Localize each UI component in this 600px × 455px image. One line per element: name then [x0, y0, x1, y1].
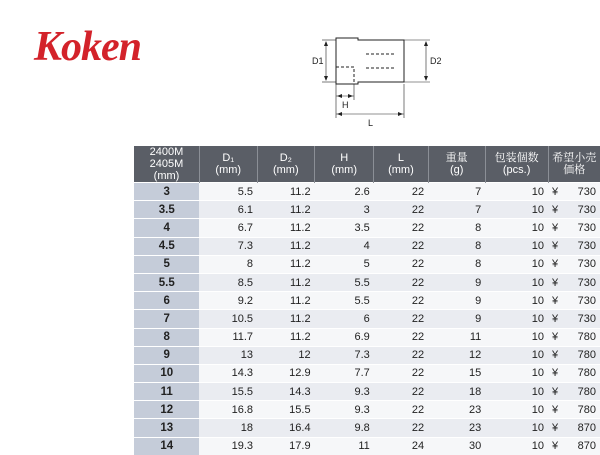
price-cell	[548, 346, 600, 364]
table-cell: 8.5	[199, 273, 257, 291]
column-header-line: H	[340, 152, 349, 164]
table-row	[134, 310, 600, 328]
yen-symbol: ¥	[552, 312, 559, 325]
price-value: 730	[577, 312, 596, 325]
price-cell	[548, 310, 600, 328]
table-cell: 10.5	[199, 310, 257, 328]
table-cell: 7.3	[199, 237, 257, 255]
table-cell: 22	[374, 328, 428, 346]
size-cell: 10	[134, 364, 199, 382]
table-cell: 11.2	[257, 219, 315, 237]
table-cell: 11	[315, 437, 374, 455]
column-header-line: 希望小売	[552, 152, 597, 164]
table-cell: 3.5	[315, 219, 374, 237]
column-header-line: L	[397, 152, 404, 164]
table-cell: 22	[374, 255, 428, 273]
size-cell: 6	[134, 292, 199, 310]
table-cell: 6	[315, 310, 374, 328]
table-cell: 16.4	[257, 419, 315, 437]
table-cell: 10	[485, 310, 548, 328]
table-cell: 12.9	[257, 364, 315, 382]
table-cell: 14.3	[257, 383, 315, 401]
table-cell: 9.8	[315, 419, 374, 437]
column-header-line: (mm)	[215, 164, 242, 176]
table-cell: 22	[374, 401, 428, 419]
table-cell: 11.2	[257, 328, 315, 346]
yen-symbol: ¥	[552, 240, 559, 253]
column-header-line: 価格	[563, 164, 586, 176]
price-value: 780	[577, 367, 596, 380]
table-cell: 10	[485, 401, 548, 419]
table-cell: 11.7	[199, 328, 257, 346]
size-cell: 13	[134, 419, 199, 437]
size-cell: 5.5	[134, 273, 199, 291]
table-cell: 8	[428, 255, 485, 273]
column-header-line: (mm)	[272, 164, 299, 176]
table-cell: 7.3	[315, 346, 374, 364]
column-header	[315, 146, 374, 183]
table-cell: 23	[428, 419, 485, 437]
price-cell	[548, 237, 600, 255]
table-cell: 22	[374, 219, 428, 237]
table-row	[134, 346, 600, 364]
table-row	[134, 437, 600, 455]
column-header	[428, 146, 485, 183]
table-cell: 10	[485, 383, 548, 401]
table-cell: 5	[315, 255, 374, 273]
table-cell: 24	[374, 437, 428, 455]
yen-symbol: ¥	[552, 276, 559, 289]
table-cell: 12	[428, 346, 485, 364]
price-value: 780	[577, 349, 596, 362]
table-cell: 7	[428, 183, 485, 201]
column-header	[199, 146, 257, 183]
yen-symbol: ¥	[552, 403, 559, 416]
table-cell: 10	[485, 237, 548, 255]
price-cell	[548, 273, 600, 291]
table-cell: 10	[485, 328, 548, 346]
table-cell: 6.7	[199, 219, 257, 237]
table-cell: 22	[374, 292, 428, 310]
table-cell: 10	[485, 346, 548, 364]
table-cell: 10	[485, 292, 548, 310]
yen-symbol: ¥	[552, 185, 559, 198]
column-header-line: D₁	[222, 152, 235, 164]
table-cell: 11.2	[257, 310, 315, 328]
price-cell	[548, 183, 600, 201]
table-cell: 23	[428, 401, 485, 419]
table-cell: 4	[315, 237, 374, 255]
table-cell: 18	[199, 419, 257, 437]
table-cell: 9.2	[199, 292, 257, 310]
size-cell: 3.5	[134, 201, 199, 219]
table-row	[134, 273, 600, 291]
table-cell: 14.3	[199, 364, 257, 382]
price-cell	[548, 419, 600, 437]
table-row	[134, 419, 600, 437]
price-cell	[548, 219, 600, 237]
price-value: 730	[577, 203, 596, 216]
table-cell: 22	[374, 273, 428, 291]
yen-symbol: ¥	[552, 349, 559, 362]
table-cell: 10	[485, 273, 548, 291]
column-header-line: 包装個数	[494, 152, 539, 164]
size-cell: 7	[134, 310, 199, 328]
table-cell: 9	[428, 292, 485, 310]
table-cell: 22	[374, 183, 428, 201]
column-header-line: (mm)	[153, 170, 180, 182]
table-cell: 15.5	[199, 383, 257, 401]
price-cell	[548, 255, 600, 273]
table-cell: 15.5	[257, 401, 315, 419]
table-cell: 3	[315, 201, 374, 219]
h-label: H	[342, 100, 349, 110]
table-cell: 30	[428, 437, 485, 455]
table-row	[134, 201, 600, 219]
table-row	[134, 401, 600, 419]
table-cell: 10	[485, 364, 548, 382]
column-header	[257, 146, 315, 183]
price-value: 730	[577, 258, 596, 271]
price-cell	[548, 437, 600, 455]
table-cell: 5.5	[315, 273, 374, 291]
yen-symbol: ¥	[552, 294, 559, 307]
table-cell: 11.2	[257, 183, 315, 201]
table-cell: 22	[374, 201, 428, 219]
table-cell: 8	[199, 255, 257, 273]
table-cell: 22	[374, 346, 428, 364]
price-cell	[548, 383, 600, 401]
table-cell: 6.9	[315, 328, 374, 346]
table-cell: 11	[428, 328, 485, 346]
table-row	[134, 364, 600, 382]
table-cell: 10	[485, 201, 548, 219]
price-cell	[548, 401, 600, 419]
koken-logo: Koken	[34, 24, 142, 70]
yen-symbol: ¥	[552, 385, 559, 398]
table-row	[134, 328, 600, 346]
table-cell: 12	[257, 346, 315, 364]
table-row	[134, 255, 600, 273]
table-cell: 11.2	[257, 255, 315, 273]
table-cell: 11.2	[257, 201, 315, 219]
table-cell: 6.1	[199, 201, 257, 219]
l-label: L	[368, 118, 374, 128]
price-value: 780	[577, 331, 596, 344]
spec-table-body	[134, 183, 600, 455]
d2-label: D2	[430, 56, 442, 66]
table-cell: 22	[374, 383, 428, 401]
price-value: 780	[577, 403, 596, 416]
socket-dimension-diagram	[308, 22, 458, 132]
table-cell: 11.2	[257, 237, 315, 255]
column-header	[134, 146, 199, 183]
table-cell: 17.9	[257, 437, 315, 455]
size-cell: 5	[134, 255, 199, 273]
spec-table-header	[134, 146, 600, 183]
table-cell: 15	[428, 364, 485, 382]
yen-symbol: ¥	[552, 221, 559, 234]
table-cell: 22	[374, 364, 428, 382]
table-row	[134, 237, 600, 255]
column-header-line: 重量	[445, 152, 468, 164]
size-cell: 3	[134, 183, 199, 201]
yen-symbol: ¥	[552, 203, 559, 216]
table-row	[134, 183, 600, 201]
table-row	[134, 383, 600, 401]
table-cell: 2.6	[315, 183, 374, 201]
table-cell: 16.8	[199, 401, 257, 419]
size-cell: 8	[134, 328, 199, 346]
column-header-line: 2400M	[149, 146, 184, 158]
yen-symbol: ¥	[552, 258, 559, 271]
table-cell: 10	[485, 183, 548, 201]
table-cell: 18	[428, 383, 485, 401]
socket-spec-table	[134, 146, 600, 455]
table-cell: 19.3	[199, 437, 257, 455]
price-value: 730	[577, 294, 596, 307]
size-cell: 14	[134, 437, 199, 455]
size-cell: 4.5	[134, 237, 199, 255]
table-cell: 8	[428, 219, 485, 237]
table-cell: 22	[374, 237, 428, 255]
table-cell: 9.3	[315, 401, 374, 419]
table-cell: 8	[428, 237, 485, 255]
yen-symbol: ¥	[552, 331, 559, 344]
table-cell: 10	[485, 255, 548, 273]
size-cell: 4	[134, 219, 199, 237]
table-cell: 9.3	[315, 383, 374, 401]
column-header	[548, 146, 600, 183]
table-cell: 5.5	[199, 183, 257, 201]
yen-symbol: ¥	[552, 367, 559, 380]
price-value: 730	[577, 185, 596, 198]
price-cell	[548, 292, 600, 310]
column-header-line: D₂	[279, 152, 292, 164]
price-cell	[548, 328, 600, 346]
table-cell: 5.5	[315, 292, 374, 310]
price-cell	[548, 364, 600, 382]
table-cell: 11.2	[257, 292, 315, 310]
table-cell: 13	[199, 346, 257, 364]
column-header-line: (pcs.)	[502, 164, 531, 176]
table-cell: 11.2	[257, 273, 315, 291]
table-cell: 9	[428, 310, 485, 328]
column-header	[374, 146, 428, 183]
table-cell: 22	[374, 419, 428, 437]
table-cell: 10	[485, 437, 548, 455]
size-cell: 9	[134, 346, 199, 364]
table-cell: 10	[485, 419, 548, 437]
column-header-line: (mm)	[331, 164, 357, 176]
column-header	[485, 146, 548, 183]
table-row	[134, 292, 600, 310]
price-value: 870	[577, 422, 596, 435]
column-header-line: (mm)	[388, 164, 414, 176]
table-cell: 7.7	[315, 364, 374, 382]
table-row	[134, 219, 600, 237]
d1-label: D1	[312, 56, 324, 66]
price-value: 730	[577, 276, 596, 289]
size-cell: 12	[134, 401, 199, 419]
price-cell	[548, 201, 600, 219]
table-cell: 9	[428, 273, 485, 291]
column-header-line: 2405M	[149, 158, 184, 170]
price-value: 730	[577, 221, 596, 234]
price-value: 780	[577, 385, 596, 398]
price-value: 870	[577, 440, 596, 453]
column-header-line: (g)	[449, 164, 464, 176]
table-cell: 7	[428, 201, 485, 219]
yen-symbol: ¥	[552, 422, 559, 435]
price-value: 730	[577, 240, 596, 253]
size-cell: 11	[134, 383, 199, 401]
table-cell: 10	[485, 219, 548, 237]
yen-symbol: ¥	[552, 440, 559, 453]
table-cell: 22	[374, 310, 428, 328]
